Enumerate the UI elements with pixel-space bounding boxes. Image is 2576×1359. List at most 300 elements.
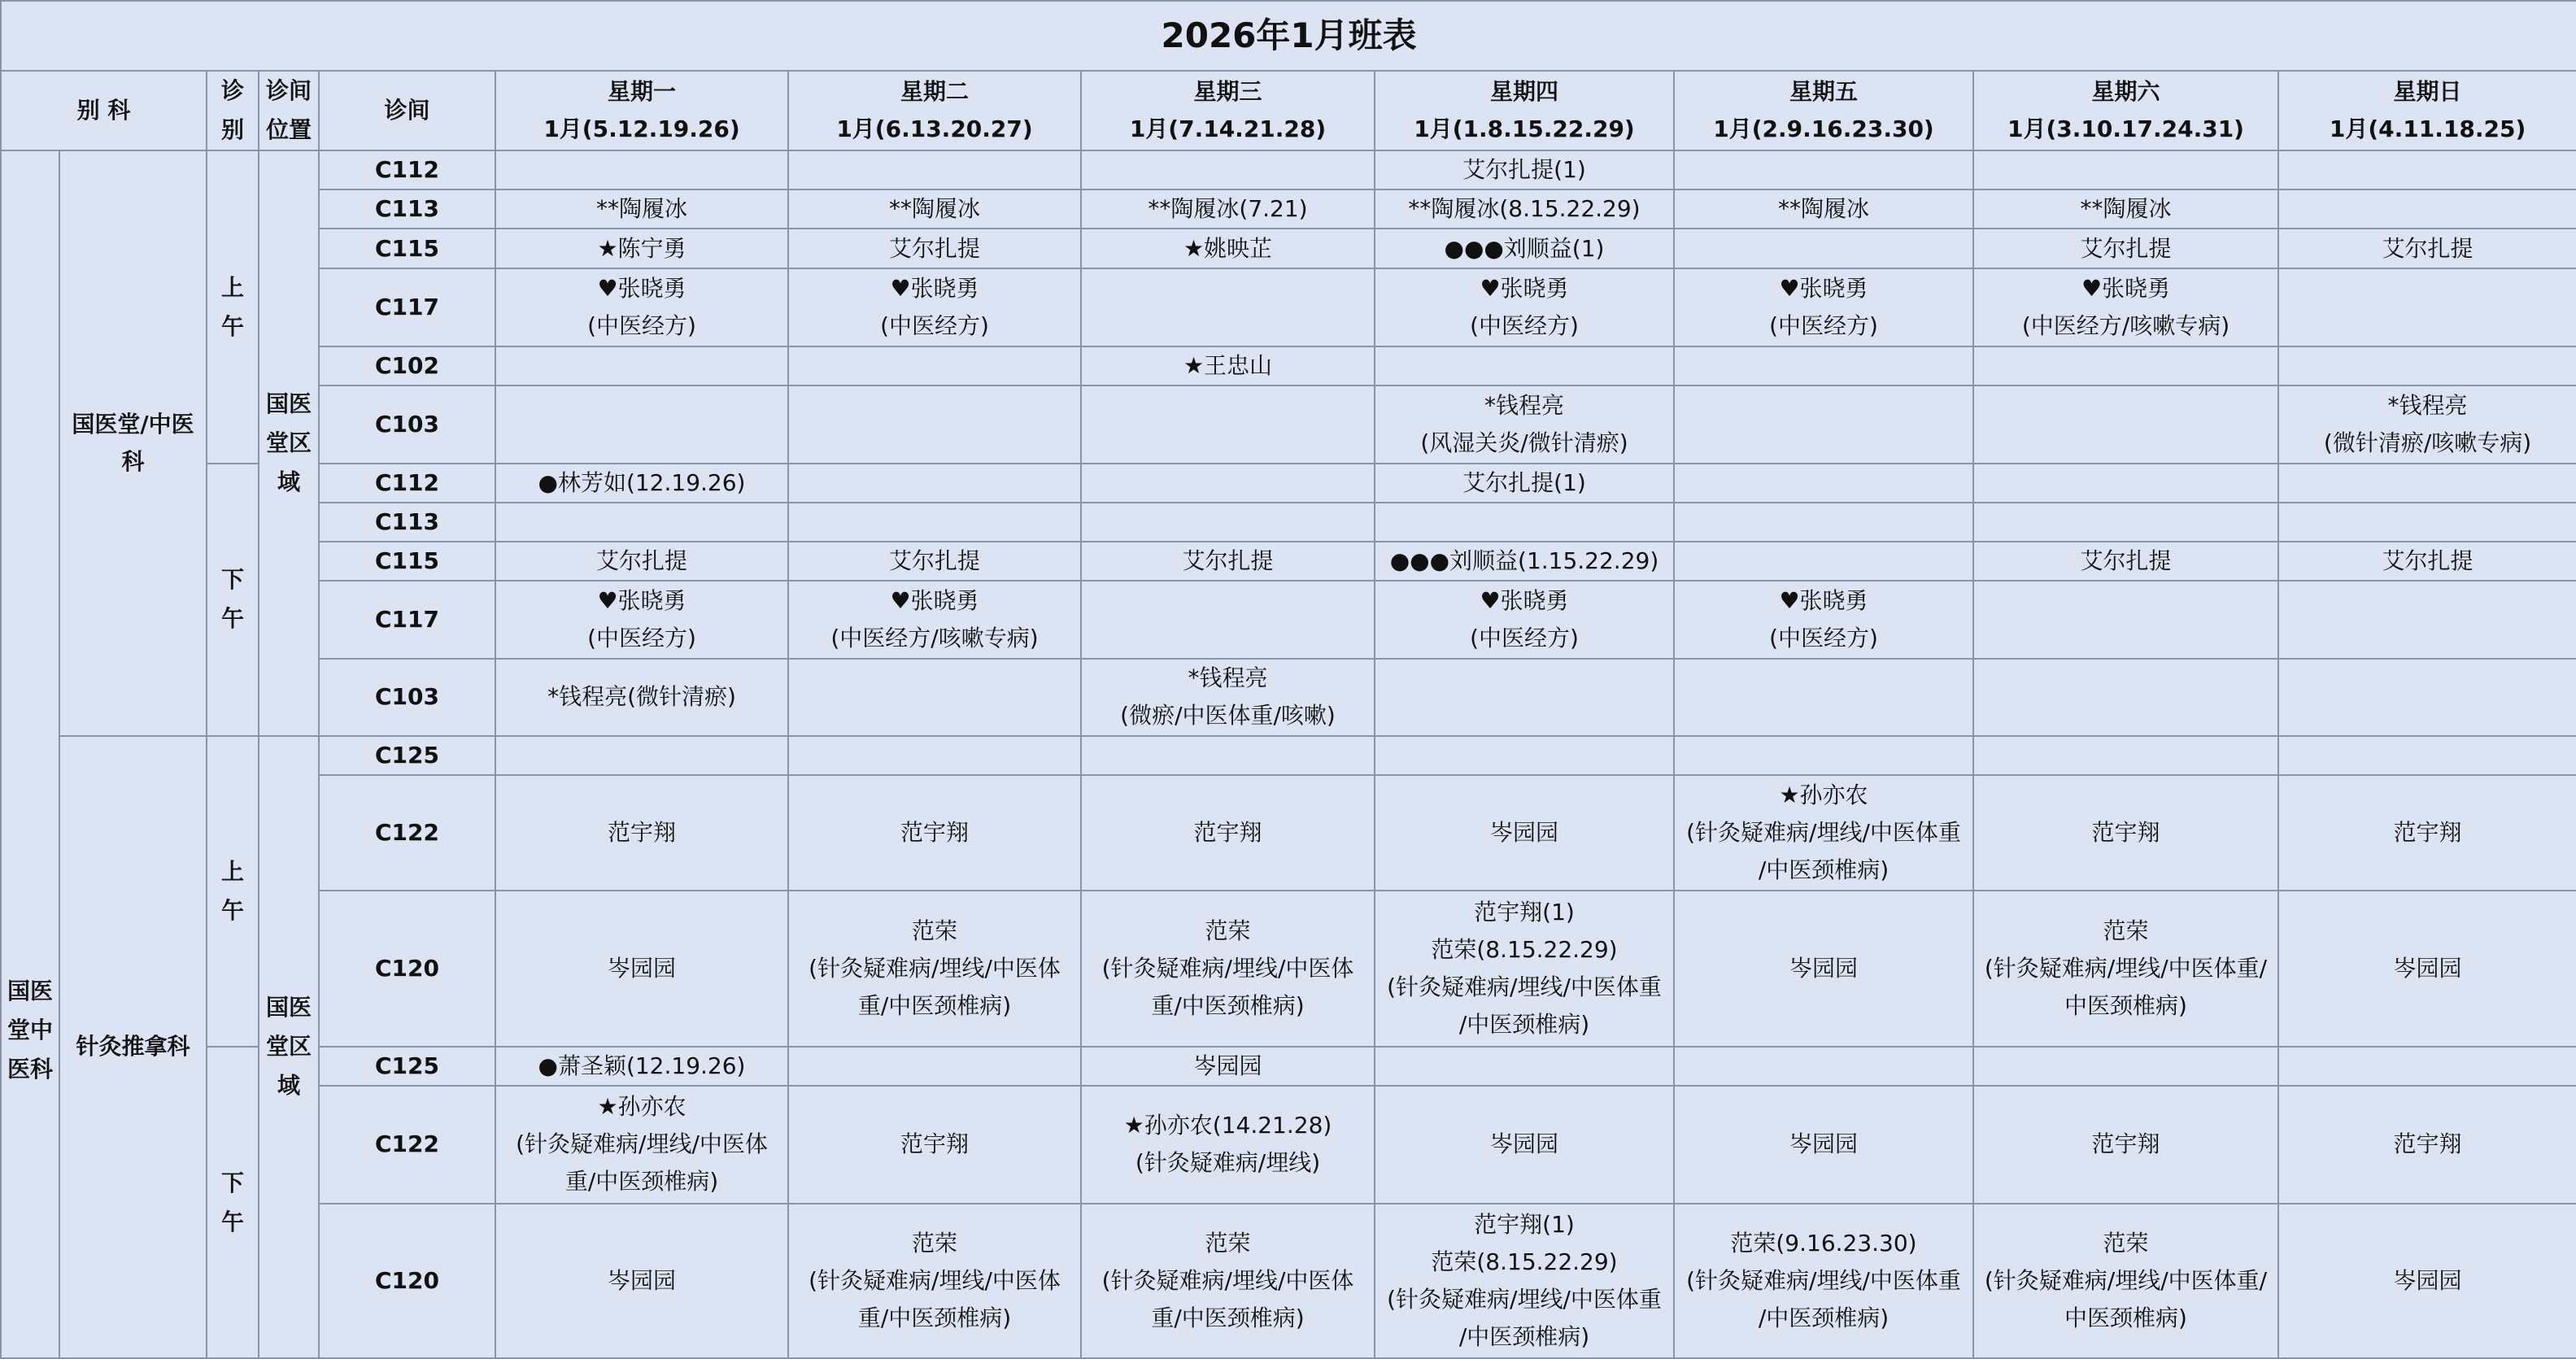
- schedule-cell: [1674, 346, 1973, 385]
- table-row: [1, 189, 2576, 229]
- cell-text: (针灸疑难病/埋线/中医体: [1101, 1266, 1354, 1294]
- cell-text: (针灸疑难病/埋线/中医体重: [1387, 1285, 1662, 1313]
- cell-text: 范宇翔(1): [1474, 1210, 1575, 1238]
- day-name: 星期五: [1789, 78, 1858, 106]
- cell-text: 艾尔扎提(1): [1462, 469, 1586, 496]
- table-row: [1, 464, 2576, 503]
- cell-text: (中医经方): [1470, 625, 1579, 652]
- header-day: [2278, 71, 2576, 150]
- schedule-cell: [2278, 736, 2576, 775]
- cell-text: 范宇翔: [2091, 818, 2160, 846]
- clinic-cell: C113: [319, 503, 495, 542]
- schedule-cell: [2278, 464, 2576, 503]
- schedule-cell: [1081, 189, 1375, 229]
- schedule-cell: [1081, 346, 1375, 385]
- session-label-line: 午: [220, 605, 244, 633]
- cell-text: ♥张晓勇: [1480, 274, 1569, 302]
- schedule-cell: [2278, 1086, 2576, 1203]
- cell-text: 范宇翔: [900, 1130, 969, 1158]
- schedule-cell: [1674, 268, 1973, 346]
- schedule-cell: [495, 268, 788, 346]
- cell-text: /中医颈椎病): [1458, 1011, 1590, 1039]
- table-row: [1, 775, 2576, 891]
- clinic-cell: C122: [319, 775, 495, 891]
- schedule-cell: [788, 503, 1081, 542]
- day-dates: 1月(1.8.15.22.29): [1414, 115, 1635, 143]
- schedule-cell: [1674, 1047, 1973, 1086]
- header-session-line: 别: [220, 116, 244, 144]
- schedule-cell: [1973, 581, 2278, 659]
- schedule-cell: [1375, 150, 1674, 189]
- cell-text: (中医经方): [880, 311, 989, 339]
- cell-text: 范荣: [1205, 917, 1251, 945]
- schedule-cell: [2278, 268, 2576, 346]
- day-name: 星期二: [900, 78, 969, 106]
- table-row: [1, 229, 2576, 268]
- cell-text: 艾尔扎提: [2080, 547, 2172, 575]
- cell-text: (针灸疑难病/埋线): [1135, 1149, 1321, 1177]
- main-dept-cell: [1, 150, 59, 1358]
- cell-text: (针灸疑难病/埋线/中医体: [1101, 955, 1354, 982]
- schedule-cell: [2278, 503, 2576, 542]
- session-label-line: 下: [220, 1169, 244, 1196]
- schedule-cell: [1973, 464, 2278, 503]
- cell-text: (中医经方): [587, 625, 696, 652]
- section-name-line: 国医堂/中医: [72, 410, 194, 438]
- schedule-cell: [788, 464, 1081, 503]
- section-name-line: 针灸推拿科: [76, 1033, 190, 1061]
- schedule-cell: [2278, 659, 2576, 735]
- schedule-cell: [1674, 1204, 1973, 1358]
- schedule-cell: [1375, 542, 1674, 581]
- clinic-cell: C112: [319, 150, 495, 189]
- table-row: [1, 346, 2576, 385]
- cell-text: (微瘀/中医体重/咳嗽): [1120, 702, 1336, 730]
- schedule-cell: [1674, 503, 1973, 542]
- schedule-cell: [1375, 775, 1674, 891]
- schedule-cell: [788, 736, 1081, 775]
- cell-text: 艾尔扎提: [888, 547, 980, 575]
- schedule-cell: [495, 503, 788, 542]
- header-day: [788, 71, 1081, 150]
- day-name: 星期四: [1489, 78, 1558, 106]
- schedule-cell: [495, 346, 788, 385]
- cell-text: 重/中医颈椎病): [1151, 1304, 1305, 1331]
- clinic-cell: C120: [319, 891, 495, 1047]
- cell-text: 范宇翔(1): [1474, 899, 1575, 926]
- schedule-cell: [1081, 503, 1375, 542]
- clinic-cell: C112: [319, 464, 495, 503]
- cell-text: 中医颈椎病): [2064, 992, 2187, 1020]
- session-cell: [207, 736, 259, 1048]
- schedule-cell: [1081, 1047, 1375, 1086]
- cell-text: 重/中医颈椎病): [857, 1304, 1012, 1331]
- cell-text: 范荣(8.15.22.29): [1431, 1248, 1618, 1275]
- session-label-line: 午: [220, 896, 244, 924]
- schedule-cell: [788, 775, 1081, 891]
- schedule-cell: [1973, 775, 2278, 891]
- cell-text: ★王忠山: [1183, 351, 1273, 379]
- session-label-line: 下: [220, 566, 244, 594]
- cell-text: (针灸疑难病/埋线/中医体重: [1686, 1266, 1961, 1294]
- schedule-cell: [495, 464, 788, 503]
- cell-text: 艾尔扎提: [595, 547, 687, 575]
- header-day: [1674, 71, 1973, 150]
- schedule-cell: [495, 581, 788, 659]
- day-name: 星期六: [2091, 78, 2160, 106]
- session-cell: [207, 150, 259, 464]
- schedule-cell: [2278, 229, 2576, 268]
- location-line: 国医: [265, 390, 312, 417]
- schedule-cell: [1973, 1204, 2278, 1358]
- cell-text: ♥张晓勇: [597, 274, 686, 302]
- cell-text: 岑园园: [2393, 955, 2462, 982]
- cell-text: 范宇翔: [1193, 818, 1262, 846]
- schedule-cell: [788, 385, 1081, 464]
- cell-text: /中医颈椎病): [1458, 1322, 1590, 1350]
- table-row: [1, 891, 2576, 1047]
- cell-text: ●●●刘顺益(1.15.22.29): [1389, 547, 1659, 575]
- cell-text: ★孙亦农(14.21.28): [1123, 1112, 1332, 1139]
- cell-text: 艾尔扎提: [2382, 547, 2474, 575]
- cell-text: 中医颈椎病): [2064, 1304, 2187, 1331]
- schedule-cell: [1674, 775, 1973, 891]
- schedule-cell: [495, 1047, 788, 1086]
- cell-text: 重/中医颈椎病): [857, 992, 1012, 1020]
- schedule-cell: [1674, 464, 1973, 503]
- cell-text: ♥张晓勇: [2081, 274, 2171, 302]
- cell-text: 艾尔扎提(1): [1462, 156, 1586, 184]
- schedule-cell: [1973, 346, 2278, 385]
- main-dept-line: 医科: [7, 1056, 53, 1082]
- schedule-cell: [1973, 268, 2278, 346]
- schedule-cell: [1375, 229, 1674, 268]
- schedule-cell: [2278, 775, 2576, 891]
- schedule-cell: [1081, 464, 1375, 503]
- schedule-cell: [1973, 150, 2278, 189]
- schedule-cell: [788, 891, 1081, 1047]
- schedule-cell: [1375, 189, 1674, 229]
- cell-text: 重/中医颈椎病): [564, 1168, 719, 1196]
- schedule-cell: [495, 229, 788, 268]
- schedule-cell: [1081, 891, 1375, 1047]
- table-row: [1, 659, 2576, 735]
- clinic-cell: C102: [319, 346, 495, 385]
- schedule-cell: [1375, 385, 1674, 464]
- schedule-cell: [495, 542, 788, 581]
- cell-text: 岑园园: [1193, 1052, 1262, 1080]
- cell-text: 岑园园: [607, 1266, 676, 1294]
- cell-text: 范荣(8.15.22.29): [1431, 936, 1618, 964]
- cell-text: /中医颈椎病): [1758, 1304, 1890, 1331]
- cell-text: 艾尔扎提: [2080, 234, 2172, 262]
- cell-text: 岑园园: [1489, 818, 1558, 846]
- schedule-cell: [1375, 659, 1674, 735]
- day-name: 星期日: [2393, 78, 2462, 106]
- schedule-cell: [1674, 891, 1973, 1047]
- header-day: [1375, 71, 1674, 150]
- schedule-cell: [2278, 581, 2576, 659]
- page-title: 2026年1月班表: [1, 1, 2576, 71]
- cell-text: 岑园园: [1789, 1130, 1858, 1158]
- day-dates: 1月(7.14.21.28): [1129, 115, 1327, 143]
- cell-text: (微针清瘀/咳嗽专病): [2323, 429, 2532, 456]
- cell-text: (中医经方): [1769, 311, 1878, 339]
- clinic-cell: C122: [319, 1086, 495, 1203]
- cell-text: (中医经方/咳嗽专病): [830, 625, 1039, 652]
- clinic-cell: C117: [319, 581, 495, 659]
- day-name: 星期三: [1193, 78, 1262, 106]
- schedule-cell: [1081, 659, 1375, 735]
- cell-text: 岑园园: [607, 955, 676, 982]
- section-name-cell: [59, 150, 207, 735]
- cell-text: 范宇翔: [2393, 1130, 2462, 1158]
- cell-text: 范荣: [911, 1229, 957, 1257]
- cell-text: ★陈宁勇: [597, 234, 686, 262]
- cell-text: *钱程亮: [1188, 664, 1268, 692]
- schedule-cell: [788, 268, 1081, 346]
- schedule-cell: [1081, 385, 1375, 464]
- schedule-cell: [1674, 581, 1973, 659]
- day-name: 星期一: [607, 78, 676, 106]
- schedule-cell: [788, 1047, 1081, 1086]
- header-session-line: 诊: [220, 77, 244, 105]
- cell-text: **陶履冰: [2080, 195, 2172, 223]
- cell-text: ★孙亦农: [1779, 781, 1868, 808]
- cell-text: ♥张晓勇: [1480, 587, 1569, 615]
- location-cell: [259, 736, 319, 1358]
- table-row: [1, 503, 2576, 542]
- schedule-cell: [1081, 736, 1375, 775]
- schedule-cell: [495, 891, 788, 1047]
- cell-text: ●林芳如(12.19.26): [538, 469, 746, 496]
- table-row: [1, 150, 2576, 189]
- schedule-cell: [1674, 659, 1973, 735]
- schedule-cell: [1973, 736, 2278, 775]
- schedule-cell: [2278, 385, 2576, 464]
- cell-text: **陶履冰: [888, 195, 980, 223]
- schedule-cell: [1081, 542, 1375, 581]
- cell-text: (针灸疑难病/埋线/中医体重/: [1984, 1266, 2268, 1294]
- cell-text: ♥张晓勇: [890, 274, 979, 302]
- header-dept: 别 科: [1, 71, 207, 150]
- schedule-cell: [495, 659, 788, 735]
- header-location-line: 诊间: [265, 77, 312, 105]
- schedule-cell: [1375, 1204, 1674, 1358]
- clinic-cell: C113: [319, 189, 495, 229]
- schedule-cell: [1973, 189, 2278, 229]
- schedule-cell: [1674, 1086, 1973, 1203]
- session-label-line: 上: [220, 273, 244, 301]
- schedule-cell: [1973, 385, 2278, 464]
- day-dates: 1月(5.12.19.26): [543, 115, 740, 143]
- cell-text: 艾尔扎提: [1182, 547, 1274, 575]
- schedule-cell: [1375, 464, 1674, 503]
- clinic-cell: C103: [319, 385, 495, 464]
- cell-text: **陶履冰(8.15.22.29): [1408, 195, 1641, 223]
- cell-text: (中医经方): [587, 311, 696, 339]
- schedule-cell: [1973, 1086, 2278, 1203]
- cell-text: 岑园园: [1789, 955, 1858, 982]
- cell-text: ●萧圣颖(12.19.26): [538, 1052, 746, 1080]
- table-row: [1, 268, 2576, 346]
- header-location: [259, 71, 319, 150]
- schedule-cell: [1081, 775, 1375, 891]
- schedule-cell: [1973, 1047, 2278, 1086]
- header-clinic: 诊间: [319, 71, 495, 150]
- main-dept-line: 堂中: [7, 1017, 53, 1043]
- cell-text: 岑园园: [2393, 1266, 2462, 1294]
- cell-text: 范荣: [911, 917, 957, 945]
- schedule-cell: [2278, 891, 2576, 1047]
- day-dates: 1月(4.11.18.25): [2329, 115, 2526, 143]
- schedule-cell: [1973, 503, 2278, 542]
- cell-text: 范荣: [2103, 1229, 2149, 1257]
- section-name-line: 科: [121, 447, 145, 475]
- schedule-cell: [1973, 891, 2278, 1047]
- schedule-cell: [495, 189, 788, 229]
- schedule-cell: [1973, 542, 2278, 581]
- schedule-cell: [495, 1086, 788, 1203]
- schedule-cell: [1674, 189, 1973, 229]
- cell-text: (中医经方): [1769, 625, 1878, 652]
- session-label-line: 午: [220, 1208, 244, 1235]
- schedule-cell: [788, 542, 1081, 581]
- clinic-cell: C120: [319, 1204, 495, 1358]
- schedule-cell: [495, 385, 788, 464]
- header-day: [1973, 71, 2278, 150]
- clinic-cell: C103: [319, 659, 495, 735]
- schedule-cell: [495, 1204, 788, 1358]
- main-dept-line: 国医: [7, 978, 53, 1004]
- clinic-cell: C115: [319, 542, 495, 581]
- schedule-cell: [495, 150, 788, 189]
- cell-text: /中医颈椎病): [1758, 856, 1890, 883]
- clinic-cell: C125: [319, 736, 495, 775]
- table-row: [1, 1204, 2576, 1358]
- cell-text: 范荣: [2103, 917, 2149, 945]
- table-row: [1, 542, 2576, 581]
- cell-text: 范宇翔: [900, 818, 969, 846]
- schedule-cell: [495, 775, 788, 891]
- day-dates: 1月(2.9.16.23.30): [1713, 115, 1934, 143]
- cell-text: (针灸疑难病/埋线/中医体: [516, 1130, 768, 1158]
- schedule-cell: [1375, 1086, 1674, 1203]
- schedule-cell: [1973, 659, 2278, 735]
- schedule-cell: [1375, 581, 1674, 659]
- section-name-cell: [59, 736, 207, 1358]
- header-location-line: 位置: [265, 116, 312, 144]
- schedule-cell: [2278, 150, 2576, 189]
- schedule-cell: [788, 581, 1081, 659]
- cell-text: (针灸疑难病/埋线/中医体: [809, 955, 1061, 982]
- cell-text: (中医经方): [1470, 311, 1579, 339]
- schedule-cell: [788, 659, 1081, 735]
- schedule-cell: [1674, 736, 1973, 775]
- cell-text: ♥张晓勇: [890, 587, 979, 615]
- header-day: [1081, 71, 1375, 150]
- cell-text: *钱程亮: [2387, 391, 2468, 419]
- schedule-cell: [788, 1086, 1081, 1203]
- cell-text: (针灸疑难病/埋线/中医体: [809, 1266, 1061, 1294]
- cell-text: **陶履冰: [595, 195, 687, 223]
- schedule-cell: [788, 189, 1081, 229]
- day-dates: 1月(6.13.20.27): [836, 115, 1033, 143]
- table-row: [1, 736, 2576, 775]
- session-label-line: 上: [220, 857, 244, 885]
- cell-text: 岑园园: [1489, 1130, 1558, 1158]
- session-cell: [207, 464, 259, 736]
- schedule-cell: [1674, 150, 1973, 189]
- cell-text: 艾尔扎提: [888, 234, 980, 262]
- table-row: [1, 1086, 2576, 1203]
- table-row: [1, 385, 2576, 464]
- location-line: 堂区: [265, 1033, 312, 1061]
- schedule-cell: [1375, 736, 1674, 775]
- location-line: 国医: [265, 994, 312, 1021]
- cell-text: ★孙亦农: [597, 1093, 686, 1121]
- schedule-cell: [1375, 268, 1674, 346]
- clinic-cell: C115: [319, 229, 495, 268]
- header-day: [495, 71, 788, 150]
- schedule-cell: [1375, 503, 1674, 542]
- schedule-cell: [2278, 1204, 2576, 1358]
- location-cell: [259, 150, 319, 735]
- schedule-cell: [1375, 891, 1674, 1047]
- table-row: [1, 1047, 2576, 1086]
- schedule-cell: [788, 1204, 1081, 1358]
- table-row: [1, 581, 2576, 659]
- cell-text: ♥张晓勇: [597, 587, 686, 615]
- schedule-cell: [1375, 1047, 1674, 1086]
- cell-text: (针灸疑难病/埋线/中医体重: [1387, 974, 1662, 1001]
- clinic-cell: C125: [319, 1047, 495, 1086]
- schedule-cell: [1375, 346, 1674, 385]
- schedule-cell: [2278, 189, 2576, 229]
- cell-text: (中医经方/咳嗽专病): [2021, 311, 2230, 339]
- cell-text: *钱程亮(微针清瘀): [547, 683, 736, 711]
- schedule-cell: [1081, 1086, 1375, 1203]
- schedule-cell: [788, 150, 1081, 189]
- cell-text: 范荣(9.16.23.30): [1730, 1229, 1917, 1257]
- schedule-cell: [1081, 229, 1375, 268]
- schedule-cell: [2278, 346, 2576, 385]
- cell-text: *钱程亮: [1484, 391, 1564, 419]
- schedule-cell: [1674, 542, 1973, 581]
- cell-text: **陶履冰: [1777, 195, 1869, 223]
- header-session: [207, 71, 259, 150]
- schedule-cell: [1674, 385, 1973, 464]
- cell-text: 范宇翔: [607, 818, 676, 846]
- cell-text: ♥张晓勇: [1779, 274, 1868, 302]
- location-line: 堂区: [265, 429, 312, 456]
- cell-text: (针灸疑难病/埋线/中医体重: [1686, 818, 1961, 846]
- schedule-cell: [788, 346, 1081, 385]
- schedule-cell: [1973, 229, 2278, 268]
- schedule-cell: [495, 736, 788, 775]
- location-line: 域: [277, 1072, 300, 1100]
- cell-text: ♥张晓勇: [1779, 587, 1868, 615]
- cell-text: 范宇翔: [2393, 818, 2462, 846]
- schedule-cell: [1081, 150, 1375, 189]
- schedule-cell: [1081, 581, 1375, 659]
- schedule-cell: [1081, 268, 1375, 346]
- cell-text: ★姚映芷: [1183, 234, 1273, 262]
- schedule-cell: [2278, 1047, 2576, 1086]
- clinic-cell: C117: [319, 268, 495, 346]
- session-label-line: 午: [220, 312, 244, 340]
- schedule-cell: [1674, 229, 1973, 268]
